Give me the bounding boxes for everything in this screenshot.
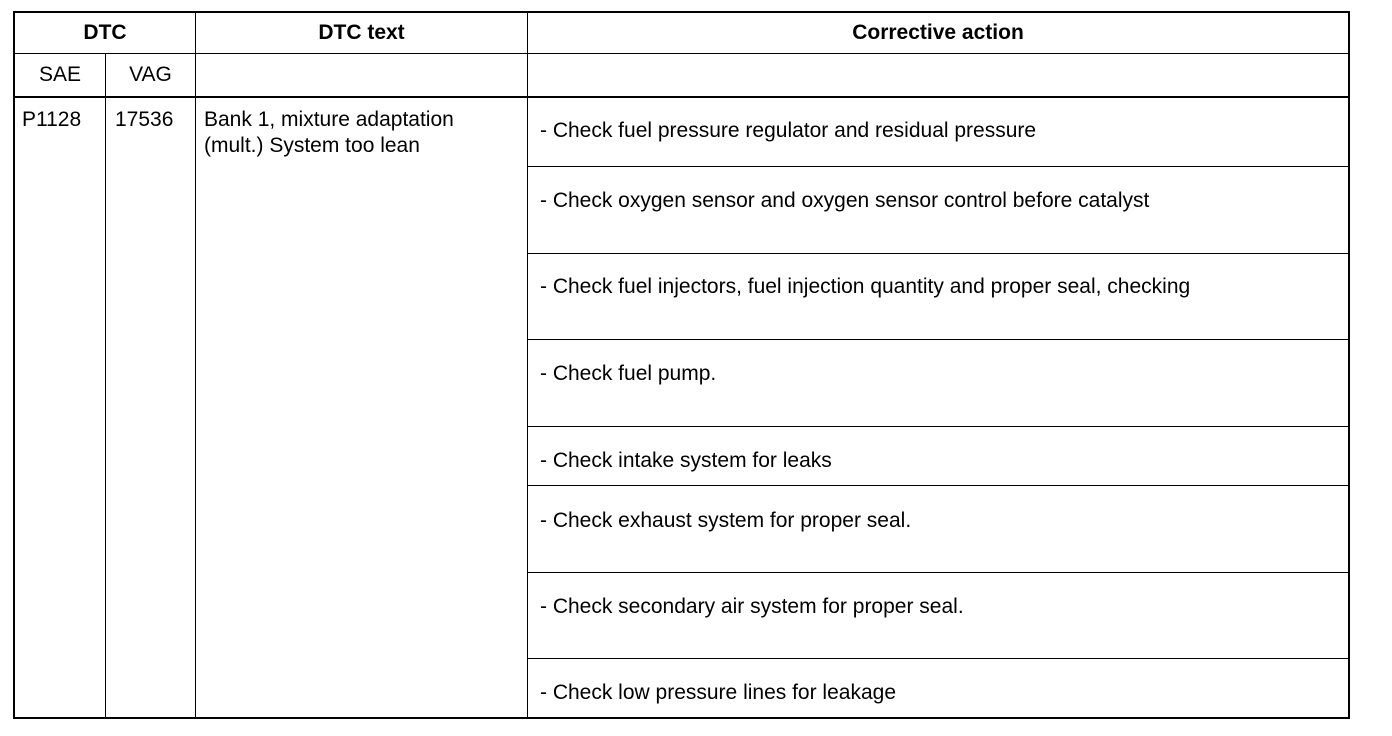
action-divider-6: [528, 572, 1350, 573]
action-divider-1: [528, 166, 1350, 167]
action-divider-5: [528, 485, 1350, 486]
corrective-action-4: - Check fuel pump.: [540, 362, 717, 385]
corrective-action-1: - Check fuel pressure regulator and residual pressure: [540, 119, 1037, 142]
sae-code: P1128: [22, 108, 82, 131]
action-divider-2: [528, 253, 1350, 254]
column-divider-vag-text: [195, 11, 196, 719]
corrective-action-8: - Check low pressure lines for leakage: [540, 681, 896, 704]
header-dtc-text: DTC text: [318, 21, 405, 44]
action-divider-7: [528, 658, 1350, 659]
corrective-action-3: - Check fuel injectors, fuel injection quantity and proper seal, checking: [540, 275, 1191, 298]
action-divider-4: [528, 426, 1350, 427]
header-bottom-divider: [13, 96, 1350, 98]
dtc-description-line1: Bank 1, mixture adaptation: [204, 108, 454, 131]
dtc-description-line2: (mult.) System too lean: [204, 134, 420, 157]
vag-code: 17536: [115, 108, 174, 131]
header-divider: [13, 53, 1350, 54]
corrective-action-5: - Check intake system for leaks: [540, 449, 832, 472]
header-dtc: DTC: [83, 21, 127, 44]
corrective-action-6: - Check exhaust system for proper seal.: [540, 509, 912, 532]
column-divider-sae-vag: [105, 53, 106, 719]
header-sae: SAE: [38, 63, 82, 86]
corrective-action-7: - Check secondary air system for proper seal.: [540, 595, 964, 618]
action-divider-3: [528, 339, 1350, 340]
header-vag: VAG: [129, 63, 172, 86]
column-divider-text-action: [527, 11, 528, 719]
corrective-action-2: - Check oxygen sensor and oxygen sensor control before catalyst: [540, 189, 1150, 212]
header-corrective-action: Corrective action: [852, 21, 1024, 44]
